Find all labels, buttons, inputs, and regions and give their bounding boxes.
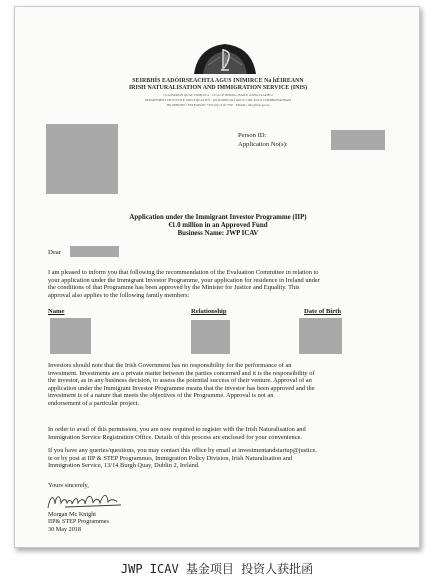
table-header-date-of-birth: Date of Birth [304, 308, 341, 315]
text-line: endorsement of a particular project. [48, 399, 140, 407]
valediction: Yours sincerely, [48, 482, 89, 489]
person-id-label: Person ID: [238, 132, 267, 139]
text-line: Immigration Service Registration Office. Details of this process are enclosed for your convenience. [48, 433, 303, 441]
subject-line-1: Application under the Immigrant Investor Programme (IIP) [129, 214, 307, 221]
table-header-name: Name [48, 308, 65, 315]
redacted-addressee-name [70, 246, 119, 257]
subject-line-3: Business Name: JWP ICAV [177, 230, 259, 237]
text-line: Investors should note that the Irish Government has no responsibility for the performance of an [48, 362, 292, 369]
redacted-reference-numbers [331, 130, 385, 150]
subject-line-2: €1.0 million in an Approved Fund [168, 222, 268, 229]
text-line: the conditions of that Programme has been approved by the Minister for Justice and Equality. This [48, 284, 300, 292]
text-line: your application under the Immigrant Investor Programme, your application for residence in Ireland under [48, 276, 320, 284]
salutation: Dear [48, 249, 61, 256]
image-caption: JWP ICAV 基金项目 投资人获批函 [120, 562, 314, 576]
text-line: application under the Immigrant Investor Programme means that the investor has been approved and the [48, 384, 315, 392]
letterhead-english-title: IRISH NATURALISATION AND IMMIGRATION SERVICE (INIS) [128, 85, 308, 91]
disclaimer-paragraph [48, 362, 400, 408]
text-line: ie or by post at IIP & STEP Programmes, Immigration Policy Division, Irish Naturalisation and [48, 454, 293, 462]
letterhead-contact: TELEPHONE / TELEAFÓN: +353 (0)1 616 7700 · EMAIL: info@inis.gov.ie [166, 103, 270, 107]
registration-paragraph [48, 426, 400, 441]
letterhead-irish-title: SEIRBHÍS EADÓIRSEACHTA AGUS INIMIRCE Na hÉIREANN [132, 78, 304, 84]
text-line: If you have any queries/questions, you may contact this office by email at investmentandstartup@justice. [48, 447, 317, 454]
reference-block [238, 132, 288, 149]
redacted-relationships [191, 320, 230, 354]
contact-paragraph [48, 447, 400, 470]
text-line: Immigration Service, 13/14 Burgh Quay, Dublin 2, Ireland. [48, 462, 200, 470]
letterhead-department: DEPARTMENT OF JUSTICE AND EQUALITY · AN ROINN DLÍ AGUS CIRT AGUS COMHIONANNAIS [144, 98, 292, 102]
letterhead-address: 13/14 BURGH QUAY, DUBLIN 2 · 13/14 CÉ BHURG, BAILE ÁTHA CLIATH 2 [163, 93, 273, 97]
text-line: approval also applies to the following family members: [48, 291, 190, 299]
signatory-title: IIP& STEP Programmes [48, 518, 109, 526]
redacted-family-names [50, 318, 91, 354]
letter-date: 30 May 2018 [48, 525, 81, 533]
text-line: the investor, as in any business decision, to assess the potential success of their venture. Approval of an [48, 377, 312, 385]
harp-crest-logo [190, 41, 260, 75]
text-line: I am pleased to inform you that following the recommendation of the Evaluation Committee in relation to [48, 269, 319, 276]
text-line: investment. Investments are a private matter between the parties concerned and it is the responsibility of [48, 369, 315, 377]
text-line: In order to avail of this permission, you are now required to register with the Irish Naturalisation and [48, 426, 306, 433]
approval-paragraph [48, 269, 400, 299]
signatory-block [48, 511, 109, 533]
text-line: investment is of a nature that meets the objectives of the Programme. Approval is not an [48, 392, 274, 400]
table-header-relationship: Relationship [191, 308, 227, 315]
redacted-dates-of-birth [299, 318, 342, 354]
letter-document [14, 6, 420, 548]
handwritten-signature [45, 490, 135, 512]
application-no-label: Application No(s): [238, 140, 288, 148]
signatory-name: Morgan Mc Knight [48, 511, 97, 518]
redacted-recipient-address [46, 124, 118, 194]
